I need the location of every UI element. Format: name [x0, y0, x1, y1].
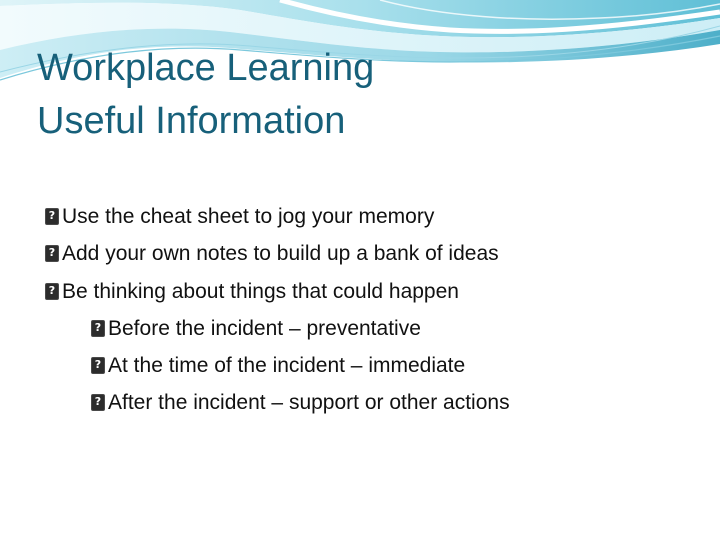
title-line-1: Workplace Learning [37, 47, 375, 89]
missing-glyph-icon [45, 208, 59, 225]
bullet-text: Add your own notes to build up a bank of ideas [62, 242, 499, 266]
bullet-item [45, 198, 510, 235]
sub-bullet-text: Before the incident – preventative [108, 316, 421, 340]
sub-bullet-item [45, 384, 510, 421]
missing-glyph-icon [91, 394, 105, 411]
bullet-text: Use the cheat sheet to jog your memory [62, 205, 435, 228]
slide-title [37, 42, 374, 148]
missing-glyph-icon [45, 283, 59, 300]
title-line-2: Useful Information [37, 100, 346, 142]
bullet-item [45, 235, 510, 272]
missing-glyph-icon [45, 245, 59, 262]
bullet-list [45, 198, 510, 422]
missing-glyph-icon [91, 357, 105, 374]
sub-bullet-item [45, 310, 510, 347]
bullet-item [45, 273, 510, 310]
missing-glyph-icon [91, 320, 105, 337]
sub-bullet-text: At the time of the incident – immediate [108, 354, 466, 378]
bullet-text: Be thinking about things that could happen [62, 279, 459, 303]
sub-bullet-text: After the incident – support or other actions [108, 391, 510, 415]
sub-bullet-item [45, 347, 510, 384]
